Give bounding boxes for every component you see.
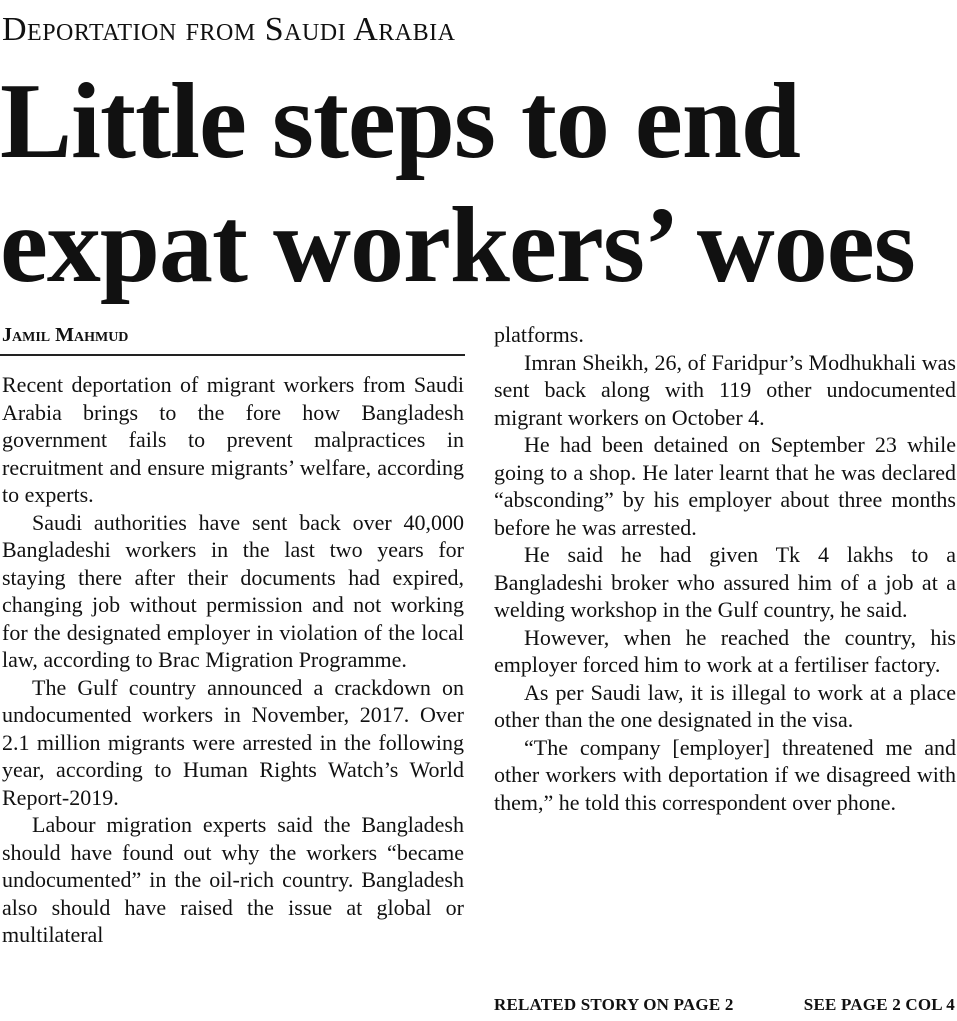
related-story-link[interactable]: RELATED STORY ON PAGE 2 xyxy=(494,995,734,1014)
paragraph: “The company [employer] threatened me and other workers with deportation if we disagreed with them,” he told this correspondent over phone. xyxy=(494,734,956,815)
paragraph: As per Saudi law, it is illegal to work at a place other than the one designated in the visa. xyxy=(494,679,956,732)
paragraph: He said he had given Tk 4 lakhs to a Bangladeshi broker who assured him of a job at a welding workshop in the Gulf country, he said. xyxy=(494,542,956,622)
paragraph: However, when he reached the country, his employer forced him to work at a fertiliser factory. xyxy=(494,624,956,677)
paragraph: Saudi authorities have sent back over 40,000 Bangladeshi workers in the last two years for staying there after their documents had expired, changing job without permission and not working for the designated employer in violation of the local law, according to Brac Migration Programme. xyxy=(2,509,464,672)
article-kicker: Deportation from Saudi Arabia xyxy=(2,11,456,48)
paragraph: He had been detained on September 23 while going to a shop. He later learnt that he was declared “absconding” by his employer about three months before he was arrested. xyxy=(494,432,956,540)
paragraph: Labour migration experts said the Bangladesh should have found out why the workers “became undocumented” in the oil-rich country. Bangladesh also should have raised the issue at global or multilateral xyxy=(2,812,464,947)
article-headline: Little steps to end expat workers’ woes xyxy=(0,62,915,305)
article-column-1 xyxy=(2,371,464,949)
paragraph-continuation: platforms. xyxy=(494,322,584,347)
byline-divider xyxy=(0,354,465,356)
continued-jump-link[interactable]: SEE PAGE 2 COL 4 xyxy=(803,995,955,1014)
article-column-2 xyxy=(494,321,956,816)
paragraph: Imran Sheikh, 26, of Faridpur’s Modhukhali was sent back along with 119 other undocumented migrant workers on October 4. xyxy=(494,349,956,430)
article-byline: Jamil Mahmud xyxy=(2,324,129,346)
paragraph: Recent deportation of migrant workers from Saudi Arabia brings to the fore how Bangladesh government fails to prevent malpractices in recruitment and ensure migrants’ welfare, according to experts. xyxy=(2,372,464,507)
paragraph: The Gulf country announced a crackdown on undocumented workers in November, 2017. Over 2.1 million migrants were arrested in the following year, according to Human Rights Watch’s World Report-2019. xyxy=(2,674,464,810)
